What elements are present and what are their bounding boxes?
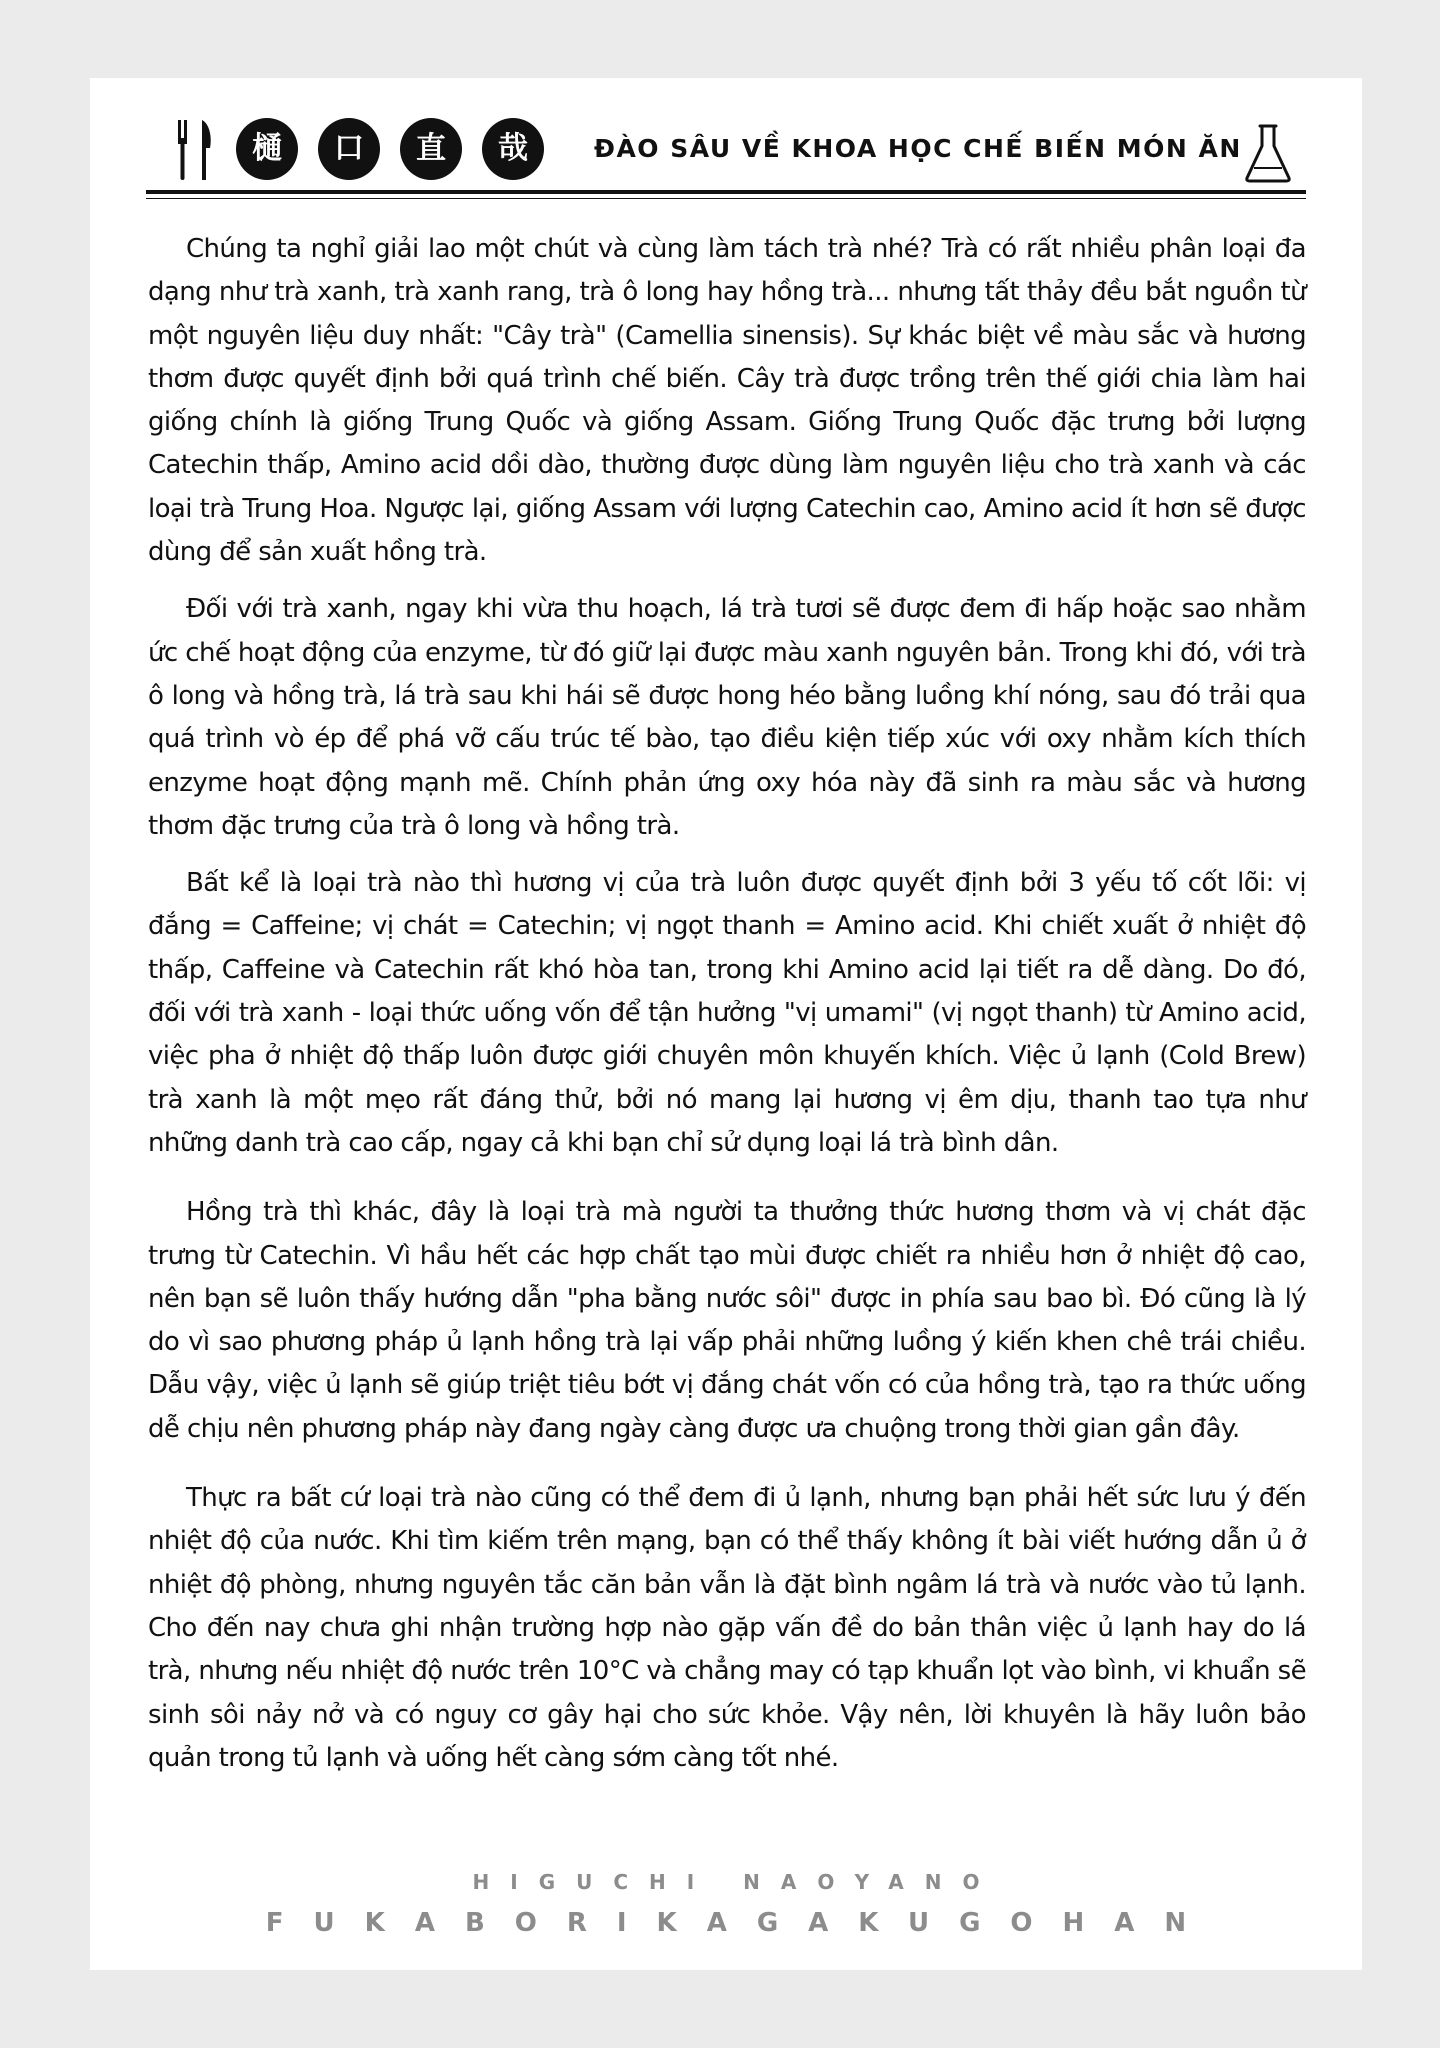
page-header [90, 78, 1362, 208]
kanji-badge: 口 [318, 118, 380, 180]
header-divider [146, 190, 1306, 194]
flask-icon [1242, 122, 1294, 184]
page-footer [90, 1870, 1362, 1938]
fork-knife-icon [176, 118, 216, 182]
footer-series-line-2: FUKABORIKAGAKUGOHAN [265, 1908, 1217, 1938]
paragraph: Hồng trà thì khác, đây là loại trà mà người ta thưởng thức hương thơm và vị chát đặc trưng từ Catechin. Vì hầu hết các hợp chất tạo mùi được chiết ra nhiều hơn ở nhiệt độ cao, nên bạn sẽ luôn thấy hướng dẫn "pha bằng nước sôi" được in phía sau bao bì. Đó cũng là lý do vì sao phương pháp ủ lạnh hồng trà lại vấp phải những luồng ý kiến khen chê trái chiều. Dẫu vậy, việc ủ lạnh sẽ giúp triệt tiêu bớt vị đắng chát vốn có của hồng trà, tạo ra thức uống dễ chịu nên phương pháp này đang ngày càng được ưa chuộng trong thời gian gần đây. [148, 1197, 1306, 1444]
article-body [148, 228, 1306, 1794]
paragraph: Chúng ta nghỉ giải lao một chút và cùng làm tách trà nhé? Trà có rất nhiều phân loại đa dạng như trà xanh, trà xanh rang, trà ô long hay hồng trà... nhưng tất thảy đều bắt nguồn từ một nguyên liệu duy nhất: "Cây trà" (Camellia sinensis). Sự khác biệt về màu sắc và hương thơm được quyết định bởi quá trình chế biến. Cây trà được trồng trên thế giới chia làm hai giống chính là giống Trung Quốc và giống Assam. Giống Trung Quốc đặc trưng bởi lượng Catechin thấp, Amino acid dồi dào, thường được dùng làm nguyên liệu cho trà xanh và các loại trà Trung Hoa. Ngược lại, giống Assam với lượng Catechin cao, Amino acid ít hơn sẽ được dùng để sản xuất hồng trà. [148, 234, 1306, 568]
paragraph: Thực ra bất cứ loại trà nào cũng có thể đem đi ủ lạnh, nhưng bạn phải hết sức lưu ý đến nhiệt độ của nước. Khi tìm kiếm trên mạng, bạn có thể thấy không ít bài viết hướng dẫn ủ ở nhiệt độ phòng, nhưng nguyên tắc căn bản vẫn là đặt bình ngâm lá trà và nước vào tủ lạnh. Cho đến nay chưa ghi nhận trường hợp nào gặp vấn đề do bản thân việc ủ lạnh hay do lá trà, nhưng nếu nhiệt độ nước trên 10°C và chẳng may có tạp khuẩn lọt vào bình, vi khuẩn sẽ sinh sôi nảy nở và có nguy cơ gây hại cho sức khỏe. Vậy nên, lời khuyên là hãy luôn bảo quản trong tủ lạnh và uống hết càng sớm càng tốt nhé. [148, 1483, 1306, 1773]
paragraph: Đối với trà xanh, ngay khi vừa thu hoạch, lá trà tươi sẽ được đem đi hấp hoặc sao nhằm ức chế hoạt động của enzyme, từ đó giữ lại được màu xanh nguyên bản. Trong khi đó, với trà ô long và hồng trà, lá trà sau khi hái sẽ được hong héo bằng luồng khí nóng, sau đó trải qua quá trình vò ép để phá vỡ cấu trúc tế bào, tạo điều kiện tiếp xúc với oxy nhằm kích thích enzyme hoạt động mạnh mẽ. Chính phản ứng oxy hóa này đã sinh ra màu sắc và hương thơm đặc trưng của trà ô long và hồng trà. [148, 594, 1306, 841]
kanji-badge: 哉 [482, 118, 544, 180]
kanji-badge: 直 [400, 118, 462, 180]
kanji-badge: 樋 [236, 118, 298, 180]
footer-series-line-1: HIGUCHI NAOYANO [472, 1870, 1001, 1894]
header-divider-thin [146, 198, 1306, 199]
paragraph: Bất kể là loại trà nào thì hương vị của trà luôn được quyết định bởi 3 yếu tố cốt lõi: vị đắng = Caffeine; vị chát = Catechin; vị ngọt thanh = Amino acid. Khi chiết xuất ở nhiệt độ thấp, Caffeine và Catechin rất khó hòa tan, trong khi Amino acid lại tiết ra dễ dàng. Do đó, đối với trà xanh - loại thức uống vốn để tận hưởng "vị umami" (vị ngọt thanh) từ Amino acid, việc pha ở nhiệt độ thấp luôn được giới chuyên môn khuyến khích. Việc ủ lạnh (Cold Brew) trà xanh là một mẹo rất đáng thử, bởi nó mang lại hương vị êm dịu, thanh tao tựa như những danh trà cao cấp, ngay cả khi bạn chỉ sử dụng loại lá trà bình dân. [148, 868, 1306, 1158]
page-title: ĐÀO SÂU VỀ KHOA HỌC CHẾ BIẾN MÓN ĂN [594, 134, 1242, 163]
manga-page [90, 78, 1362, 1970]
author-kanji-row [236, 118, 552, 180]
